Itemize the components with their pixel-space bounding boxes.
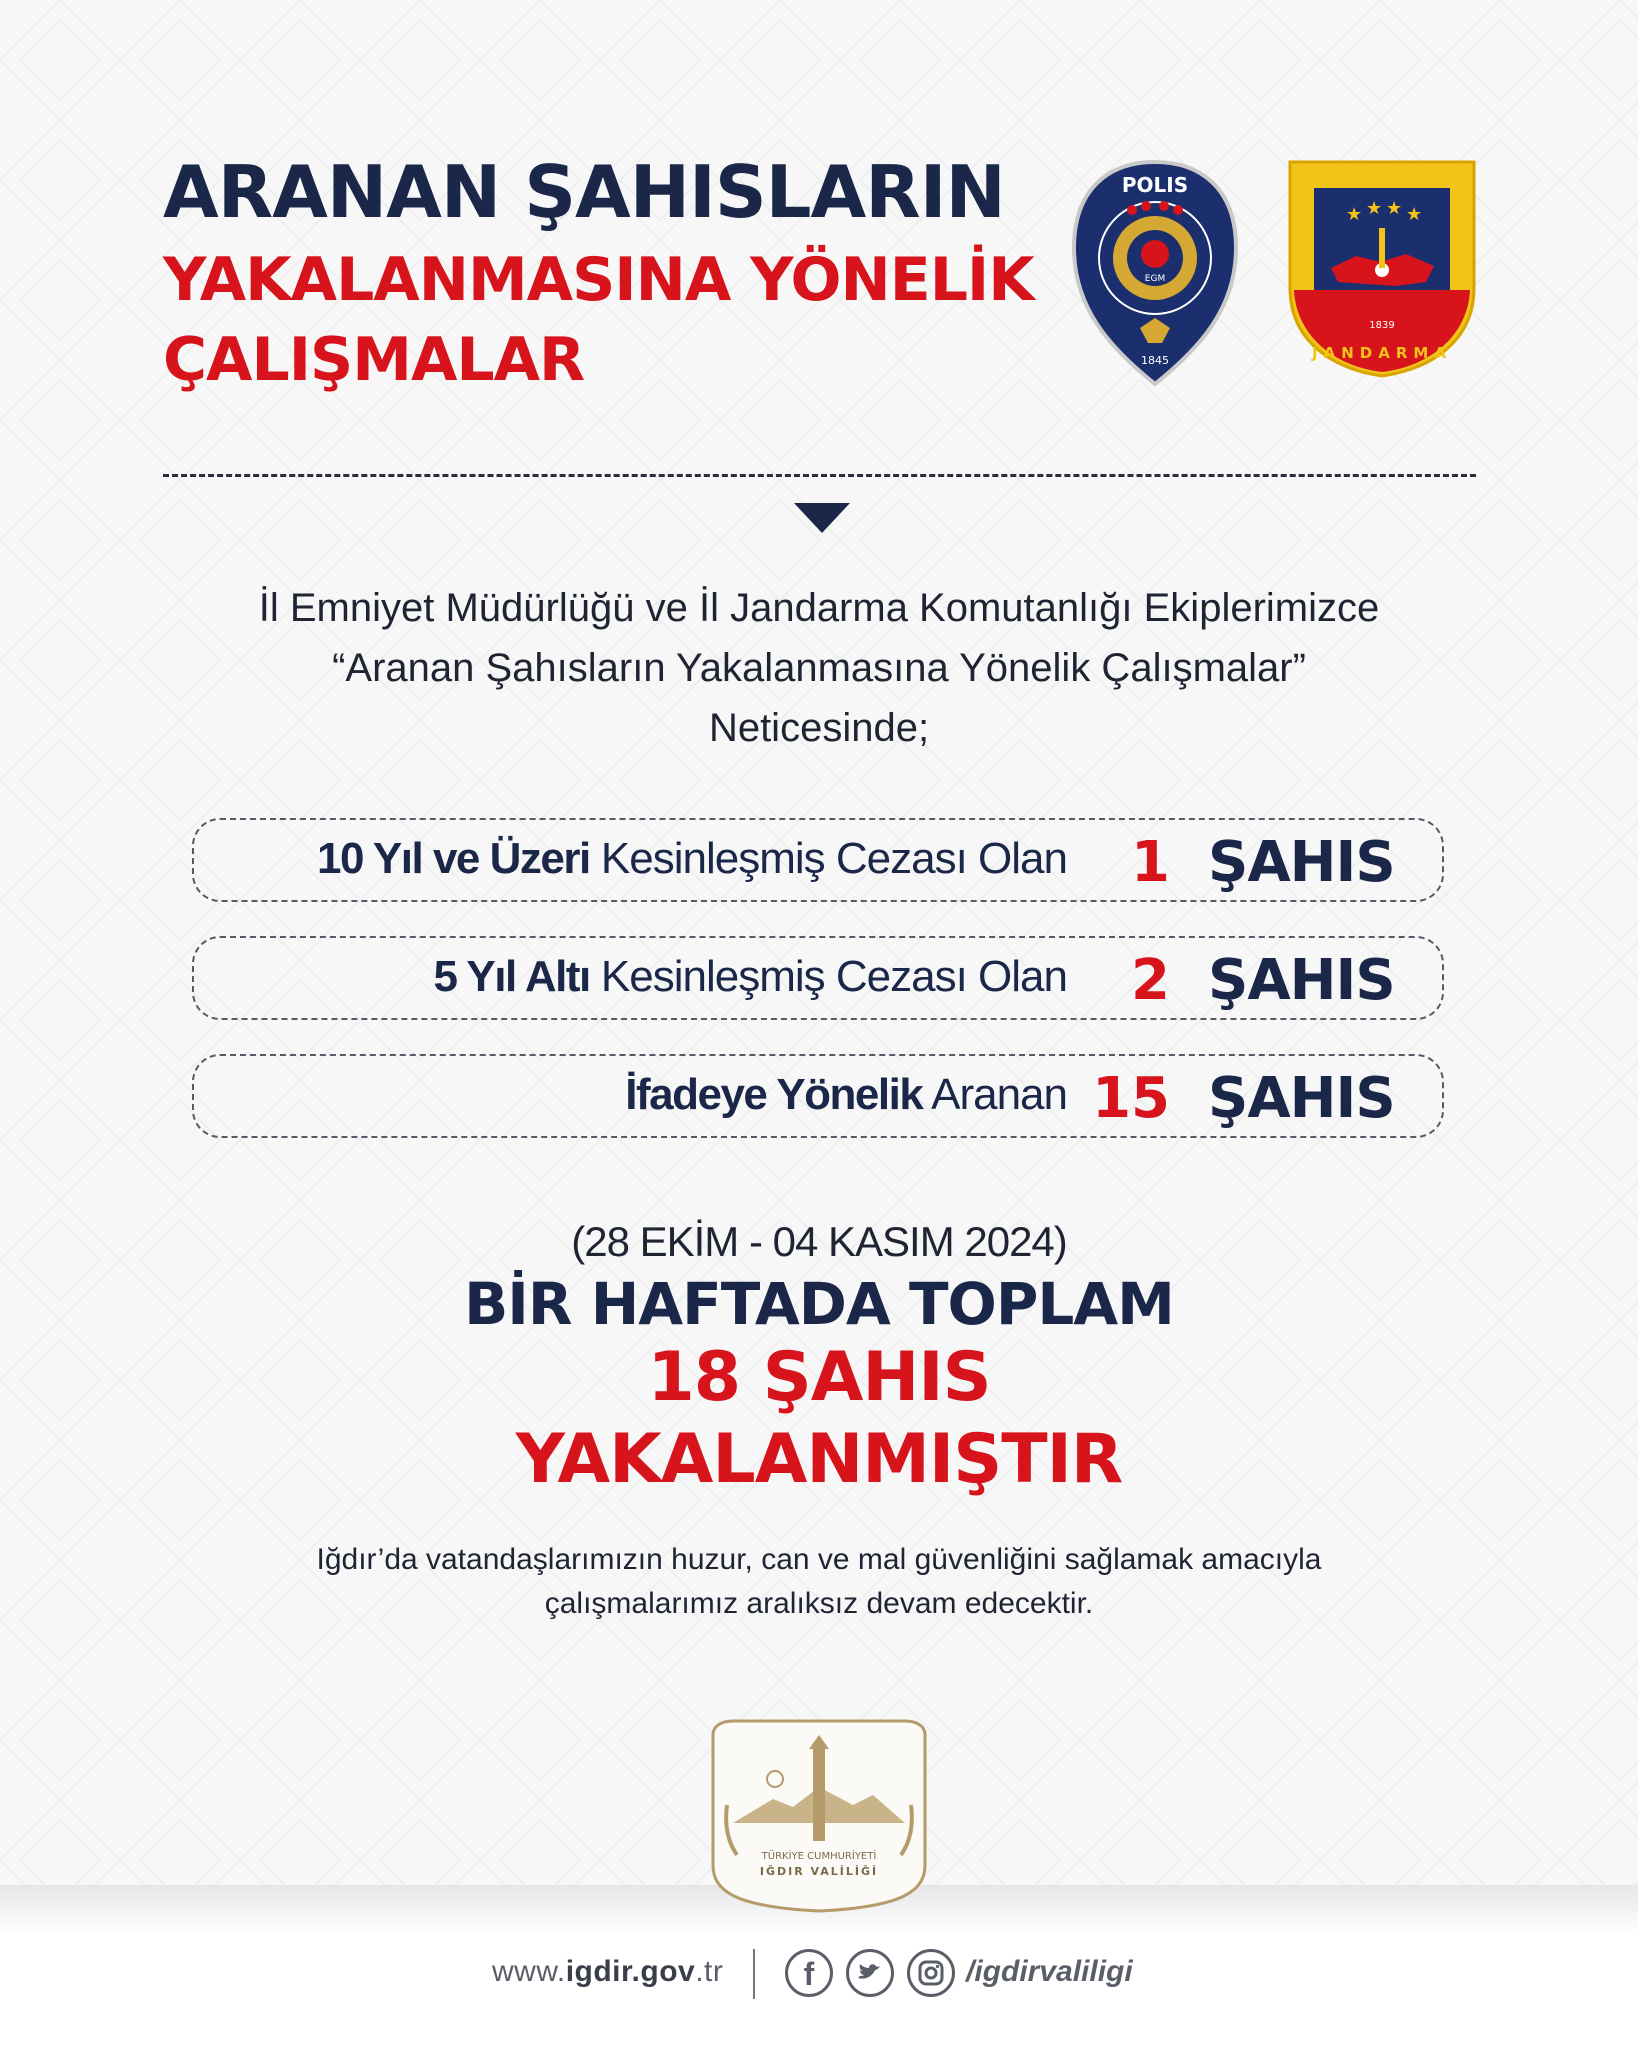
page-title-line3: ÇALIŞMALAR <box>163 325 585 395</box>
stat-count: 15 <box>1092 1066 1170 1131</box>
intro-text <box>0 578 1638 758</box>
stat-count: 2 <box>1131 948 1170 1013</box>
jandarma-band-text: JANDARMA <box>1312 344 1452 362</box>
intro-line3: Neticesinde; <box>708 706 930 750</box>
footer-separator <box>753 1949 755 1999</box>
twitter-icon[interactable] <box>846 1949 894 1997</box>
summary-total: 18 ŞAHIS <box>647 1338 991 1417</box>
stat-label: Aranan <box>922 1070 1067 1119</box>
stat-description <box>625 1070 1067 1120</box>
jandarma-emblem-logo <box>1286 158 1478 380</box>
stat-description <box>434 952 1067 1002</box>
stat-unit: ŞAHIS <box>1208 1066 1395 1131</box>
closing-line2: çalışmalarımız aralıksız devam edecektir. <box>544 1587 1094 1620</box>
emblem-line2: IĞDIR VALİLİĞİ <box>759 1865 879 1878</box>
stat-row <box>192 818 1444 902</box>
summary-line1: BİR HAFTADA TOPLAM <box>464 1270 1174 1338</box>
closing-line1: Iğdır’da vatandaşlarımızın huzur, can ve mal güvenliğini sağlamak amacıyla <box>316 1543 1322 1576</box>
footer <box>0 1945 1638 2005</box>
polis-top-text: POLIS <box>1121 173 1189 197</box>
stat-unit: ŞAHIS <box>1208 830 1395 895</box>
site-suffix: .tr <box>695 1955 724 1988</box>
emblem-line1: TÜRKİYE CUMHURİYETİ <box>761 1851 877 1862</box>
stat-row <box>192 936 1444 1020</box>
stat-description <box>317 834 1067 884</box>
site-domain: igdir.gov <box>565 1955 696 1988</box>
stat-bold-label: 10 Yıl ve Üzeri <box>317 834 590 883</box>
svg-text:★: ★ <box>1366 198 1383 218</box>
page-title-line2: YAKALANMASINA YÖNELİK <box>163 245 1034 315</box>
page-title-line1: ARANAN ŞAHISLARIN <box>163 150 1005 234</box>
summary-line3: YAKALANMIŞTIR <box>515 1420 1123 1499</box>
dashed-divider <box>163 474 1476 477</box>
facebook-icon[interactable]: f <box>785 1949 833 1997</box>
jandarma-year: 1839 <box>1369 320 1395 331</box>
stat-bold-label: 5 Yıl Altı <box>433 952 590 1001</box>
date-range: (28 EKİM - 04 KASIM 2024) <box>571 1218 1067 1265</box>
police-emblem-logo <box>1070 158 1240 388</box>
stat-row <box>192 1054 1444 1138</box>
intro-line2: “Aranan Şahısların Yakalanmasına Yönelik Çalışmalar” <box>332 646 1306 690</box>
site-prefix: www. <box>492 1955 566 1988</box>
stat-label: Kesinleşmiş Cezası Olan <box>589 952 1067 1001</box>
svg-text:★: ★ <box>1386 198 1403 218</box>
stat-label: Kesinleşmiş Cezası Olan <box>589 834 1067 883</box>
polis-center-text: EGM <box>1144 274 1166 284</box>
instagram-icon[interactable] <box>907 1949 955 1997</box>
svg-text:★: ★ <box>1406 204 1423 224</box>
igdir-valiligi-emblem <box>703 1715 935 1915</box>
polis-year: 1845 <box>1141 354 1169 367</box>
website-link[interactable] <box>492 1955 723 1989</box>
down-arrow-icon <box>794 503 850 533</box>
intro-line1: İl Emniyet Müdürlüğü ve İl Jandarma Komutanlığı Ekiplerimizce <box>258 586 1380 630</box>
svg-text:★: ★ <box>1346 204 1363 224</box>
stat-unit: ŞAHIS <box>1208 948 1395 1013</box>
closing-text <box>0 1538 1638 1626</box>
social-handle[interactable]: /igdirvaliligi <box>966 1955 1133 1988</box>
stat-bold-label: İfadeye Yönelik <box>625 1070 923 1119</box>
stat-count: 1 <box>1131 830 1170 895</box>
